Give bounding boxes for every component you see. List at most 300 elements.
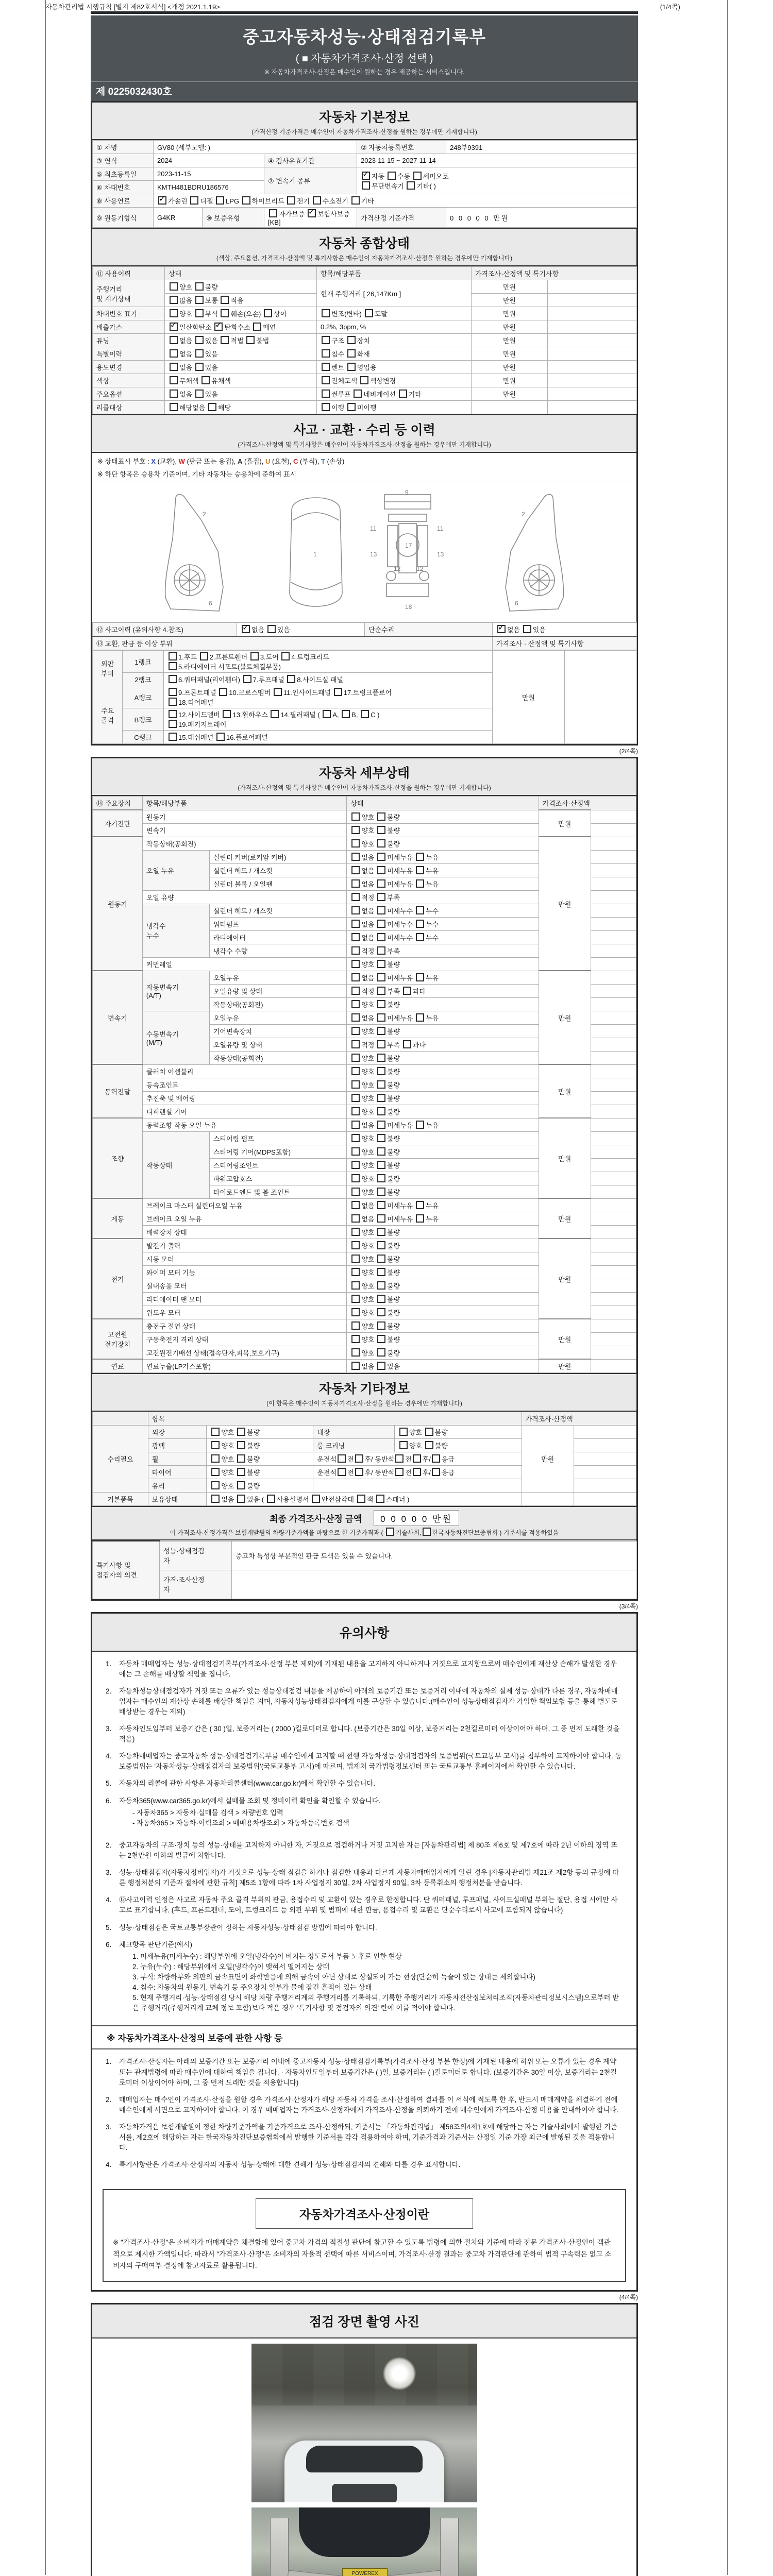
checkbox-unchecked[interactable] bbox=[269, 209, 277, 217]
checkbox-unchecked[interactable] bbox=[403, 1040, 411, 1048]
detail-note: (가격조사·산정액 및 특기사항은 매수인이 자동차가격조사·산정을 원하는 경우에만 기재합니다) bbox=[238, 784, 491, 791]
checkbox-unchecked[interactable] bbox=[416, 906, 424, 914]
detail-row: 시동 모터 양호 불량 bbox=[93, 1252, 636, 1265]
checkbox-unchecked[interactable] bbox=[221, 309, 229, 317]
checkbox-unchecked[interactable] bbox=[351, 1241, 360, 1249]
checkbox-unchecked[interactable] bbox=[351, 1161, 360, 1169]
checkbox-unchecked[interactable] bbox=[377, 826, 385, 834]
overall-row: 색상 무채색 유채색 전체도색 색상변경 만원 bbox=[93, 374, 637, 387]
detail-row: 기어변속장치 양호 불량 bbox=[93, 1024, 636, 1038]
checkbox-unchecked[interactable] bbox=[322, 403, 330, 411]
checkbox-unchecked[interactable] bbox=[407, 181, 415, 190]
checkbox-unchecked[interactable] bbox=[264, 309, 272, 317]
checkbox-unchecked[interactable] bbox=[242, 196, 250, 205]
checkbox-unchecked[interactable] bbox=[195, 389, 204, 398]
checkbox-unchecked[interactable] bbox=[170, 403, 178, 411]
checkbox-unchecked[interactable] bbox=[351, 1295, 360, 1303]
checkbox-unchecked[interactable] bbox=[338, 1468, 346, 1476]
checkbox-unchecked[interactable] bbox=[322, 376, 330, 384]
checkbox-unchecked[interactable] bbox=[355, 1454, 363, 1463]
checkbox-unchecked[interactable] bbox=[351, 973, 360, 981]
price-info-title: 자동차가격조사·산정이란 bbox=[256, 2198, 473, 2229]
checkbox-unchecked[interactable] bbox=[267, 1495, 275, 1503]
remark-row: 특기사항 및 점검자의 의견 성능·상태점검 자 중고차 특성상 부분적인 판금 도색은 있을 수 있습니다. bbox=[93, 1541, 637, 1570]
checkbox-unchecked[interactable] bbox=[354, 389, 362, 398]
svg-text:9: 9 bbox=[405, 489, 409, 496]
checkbox-unchecked[interactable] bbox=[357, 1495, 365, 1503]
detail-row: 실내송풍 모터 양호 불량 bbox=[93, 1279, 636, 1292]
detail-row: 등속조인트 양호 불량 bbox=[93, 1078, 636, 1091]
checkbox-unchecked[interactable] bbox=[377, 987, 385, 995]
checkbox-unchecked[interactable] bbox=[351, 1348, 360, 1357]
notice-item: 5. 성능·상태점검은 국토교통부장관이 정하는 자동차성능·상태점검 방법에 따라야 합니다. bbox=[106, 1923, 377, 1931]
checkbox-unchecked[interactable] bbox=[377, 1067, 385, 1075]
accident-note: (가격조사·산정액 및 특기사항은 매수인이 자동차가격조사·산정을 원하는 경우에만 기재합니다) bbox=[238, 441, 491, 448]
checkbox-unchecked[interactable] bbox=[351, 1174, 360, 1182]
final-price-value: 0 0 0 0 0 만원 bbox=[374, 1510, 459, 1526]
car-diagram-side-left bbox=[157, 489, 263, 616]
notice-item: 3. 자동차가격은 보험개발원이 정한 차량기준가액을 기준가격으로 조사·산정하되, 기준서는 「자동차관리법」 제58조의4제1호에 해당하는 자는 기술사회에서 발행한 기준서를, 제2호에 해당하는 자는 한국자동차진단보증협회에서 발행한 기준서를 각각 적용하여야 하며, 기준가격과 기준서는 산정일 기준 가장 최근에 발행된 것을 적용합니다. bbox=[106, 2123, 617, 2152]
car-diagrams bbox=[92, 482, 636, 622]
etc-info-table: 항목 가격조사·산정액 수리필요 외장 양호 불량 내장 양호 불량 만원 광택 양호 불량 룸 크리닝 양호 불량 휠 양호 불량 운전석 전 후/ 동반석 전 후/ 응급 타이어 양호 불량 운전석 전 후/ 동반석 전 후/ 응급 유리 양호 불량 기본품목 보유상태 없음 있음 ( 사용설명서 안전삼각대 잭 스패너 ) bbox=[92, 1412, 636, 1506]
lift-brand-sign: POWEREX bbox=[342, 2568, 388, 2576]
state-code-legend: ※ 상태표시 부호 : X (교환), W (판금 또는 용접), A (흠집), U (요철), C (부식), T (손상) ※ 하단 항목은 승용차 기준이며, 기타 자동차는 승용차에 준하여 표시 bbox=[92, 453, 636, 482]
checkbox-unchecked[interactable] bbox=[523, 625, 531, 633]
basic-info-table: ① 차명 GV80 (세부모델: ) ② 자동차등록번호 248부9391 ③ 연식 2024 ④ 검사유효기간 2023-11-15 ~ 2027-11-14 ⑤ 최초등록일 2023-11-15 ⑦ 변속기 종류 ✓ 자동 수동 세미오토 무단변속기 기타( ) ⑥ 차대번호 KMTH481BDRU186576 ⑧ 사용연료 ✓ 가솔린 디젤 LPG 하이브리드 전기 수소전기 기타 ⑨ 원동기형식 G4KR ⑩ 보증유형 자가보증 ✓ 보험사보증 [KB] 가격산정 기준가격 0 0 0 0 0 만원 bbox=[92, 140, 637, 228]
checkbox-unchecked[interactable] bbox=[416, 1121, 424, 1129]
checkbox-unchecked[interactable] bbox=[377, 933, 385, 941]
checkbox-unchecked[interactable] bbox=[351, 1000, 360, 1008]
checkbox-unchecked[interactable] bbox=[351, 1201, 360, 1209]
checkbox-unchecked[interactable] bbox=[211, 1428, 220, 1436]
checkbox-unchecked[interactable] bbox=[281, 652, 290, 660]
checkbox-unchecked[interactable] bbox=[208, 403, 216, 411]
checkbox-unchecked[interactable] bbox=[322, 389, 330, 398]
checkbox-unchecked[interactable] bbox=[221, 336, 229, 344]
photo-area bbox=[92, 2338, 636, 2576]
checkbox-checked[interactable]: ✓ bbox=[215, 321, 222, 330]
checkbox-unchecked[interactable] bbox=[377, 1201, 385, 1209]
checkbox-unchecked[interactable] bbox=[351, 1134, 360, 1142]
checkbox-unchecked[interactable] bbox=[416, 1013, 424, 1022]
checkbox-unchecked[interactable] bbox=[347, 349, 356, 358]
photo-section-header bbox=[92, 2304, 636, 2338]
checkbox-unchecked[interactable] bbox=[377, 1268, 385, 1276]
checkbox-unchecked[interactable] bbox=[195, 296, 204, 304]
checkbox-unchecked[interactable] bbox=[351, 920, 360, 928]
detail-row: 자기진단 원동기 양호 불량 만원 bbox=[93, 810, 636, 823]
checkbox-unchecked[interactable] bbox=[322, 349, 330, 358]
checkbox-unchecked[interactable] bbox=[351, 1335, 360, 1343]
checkbox-unchecked[interactable] bbox=[377, 1174, 385, 1182]
rank-row: B랭크 12.사이드멤버 13.휠하우스 14.필러패널 ( A, B, C ) 19.패키지트레이 bbox=[93, 708, 637, 731]
checkbox-unchecked[interactable] bbox=[351, 1013, 360, 1022]
checkbox-unchecked[interactable] bbox=[351, 1067, 360, 1075]
etc-row: 수리필요 외장 양호 불량 내장 양호 불량 만원 bbox=[93, 1426, 636, 1439]
checkbox-unchecked[interactable] bbox=[170, 282, 178, 291]
checkbox-unchecked[interactable] bbox=[169, 720, 177, 728]
checkbox-checked[interactable]: ✓ bbox=[159, 195, 166, 204]
overall-row: 용도변경 없음 있음 렌트 영업용 만원 bbox=[93, 361, 637, 374]
page-marker-1: (1/4쪽) bbox=[660, 3, 680, 11]
checkbox-unchecked[interactable] bbox=[416, 973, 424, 981]
checkbox-unchecked[interactable] bbox=[416, 920, 424, 928]
checkbox-unchecked[interactable] bbox=[322, 309, 330, 317]
checkbox-unchecked[interactable] bbox=[351, 826, 360, 834]
checkbox-unchecked[interactable] bbox=[377, 1013, 385, 1022]
checkbox-unchecked[interactable] bbox=[377, 1255, 385, 1263]
checkbox-unchecked[interactable] bbox=[351, 1121, 360, 1129]
checkbox-unchecked[interactable] bbox=[425, 1428, 433, 1436]
overall-row: 차대번호 표기 양호 부식 훼손(오손) 상이 변조(변타) 도말 만원 bbox=[93, 307, 637, 320]
checkbox-unchecked[interactable] bbox=[377, 1147, 385, 1156]
checkbox-unchecked[interactable] bbox=[377, 879, 385, 888]
checkbox-unchecked[interactable] bbox=[377, 1228, 385, 1236]
svg-text:18: 18 bbox=[405, 603, 412, 611]
checkbox-unchecked[interactable] bbox=[169, 688, 177, 696]
notice-item: 4. 자동차매매업자는 중고자동차 성능·상태점검기록부를 매수인에게 고지할 때 현행 자동차성능·상태점검자의 보증범위(국토교통부 고시)를 첨부하여 고지하여야 합니다. 동 보증범위는 '자동차성능·상태점검자의 보증범위'(국토교통부 고시)에 따르며, 법제처 국가법령정보센터 또는 국토교통부 홈페이지에서 확인할 수 있습니다. bbox=[106, 1752, 622, 1771]
detail-row: 커먼레일 양호 불량 bbox=[93, 957, 636, 971]
checkbox-unchecked[interactable] bbox=[201, 376, 210, 384]
lift-post-right bbox=[440, 2518, 459, 2576]
checkbox-unchecked[interactable] bbox=[323, 710, 331, 718]
checkbox-unchecked[interactable] bbox=[237, 1454, 245, 1463]
checkbox-unchecked[interactable] bbox=[377, 1281, 385, 1290]
etc-row: 휠 양호 불량 운전석 전 후/ 동반석 전 후/ 응급 bbox=[93, 1452, 636, 1466]
checkbox-unchecked[interactable] bbox=[169, 652, 177, 660]
checkbox-unchecked[interactable] bbox=[190, 196, 198, 205]
checkbox-unchecked[interactable] bbox=[377, 1080, 385, 1089]
checkbox-checked[interactable]: ✓ bbox=[498, 623, 505, 632]
checkbox-unchecked[interactable] bbox=[219, 688, 227, 696]
checkbox-unchecked[interactable] bbox=[170, 349, 178, 358]
checkbox-unchecked[interactable] bbox=[334, 688, 342, 696]
svg-text:11: 11 bbox=[370, 525, 377, 532]
checkbox-checked[interactable]: ✓ bbox=[308, 208, 315, 216]
checkbox-unchecked[interactable] bbox=[287, 675, 295, 683]
checkbox-unchecked[interactable] bbox=[351, 1362, 360, 1370]
checkbox-unchecked[interactable] bbox=[211, 1441, 220, 1449]
checkbox-unchecked[interactable] bbox=[195, 309, 204, 317]
checkbox-unchecked[interactable] bbox=[170, 336, 178, 344]
detail-row: 작동상태(공회전) 양호 불량 bbox=[93, 1051, 636, 1064]
checkbox-unchecked[interactable] bbox=[351, 1214, 360, 1223]
checkbox-checked[interactable]: ✓ bbox=[170, 321, 177, 330]
checkbox-unchecked[interactable] bbox=[351, 839, 360, 848]
checkbox-unchecked[interactable] bbox=[351, 1094, 360, 1102]
checkbox-unchecked[interactable] bbox=[377, 1295, 385, 1303]
detail-row: 디퍼렌셜 기어 양호 불량 bbox=[93, 1105, 636, 1118]
checkbox-unchecked[interactable] bbox=[416, 933, 424, 941]
checkbox-unchecked[interactable] bbox=[170, 389, 178, 398]
checkbox-unchecked[interactable] bbox=[237, 1495, 245, 1503]
checkbox-unchecked[interactable] bbox=[351, 1228, 360, 1236]
checkbox-unchecked[interactable] bbox=[403, 987, 411, 995]
checkbox-unchecked[interactable] bbox=[221, 296, 229, 304]
checkbox-unchecked[interactable] bbox=[388, 172, 396, 180]
checkbox-unchecked[interactable] bbox=[195, 282, 204, 291]
checkbox-unchecked[interactable] bbox=[413, 1454, 421, 1463]
rank-row: 2랭크 6.쿼터패널(리어휀더) 7.루프패널 8.사이드실 패널 bbox=[93, 673, 637, 686]
detail-row: 변속기 양호 불량 bbox=[93, 823, 636, 837]
notice-item: 6. 체크항목 판단기준(예시) 1. 미세누유(미세누수) : 해당부위에 오일(냉각수)이 비치는 정도로서 부품 노후로 인한 현상 2. 누유(누수) : 해당부위에서 오일(냉각수)이 맺혀서 떨어지는 상태 3. 부식: 차량하부와 외판의 금속표면이 화학반응에 의해 금속이 아닌 상태로 상실되어 가는 현상(단순히 녹슬어 있는 상태는 제외합니다) 4. 침수: 자동차의 원동기, 변속기 등 주요장치 일부가 물에 잠긴 흔적이 있는 상태 5. 현재 주행거리·성능·상태점검 당시 해당 차량 주행거리계의 주행거리를 기록하되, 기록한 주행거리가 자동차전산정보처리조직(자동차관리정보시스템)으로부터 받은 주행거리(주행거리계 교체 정보 포함)보다 적은 경우 '특기사항 및 점검자의 의견' 란에 이를 적어야 합니다. bbox=[106, 1940, 619, 2012]
checkbox-unchecked[interactable] bbox=[377, 853, 385, 861]
meta-row bbox=[45, 2, 680, 11]
checkbox-unchecked[interactable] bbox=[416, 1214, 424, 1223]
page-marker-3: (3/4쪽) bbox=[619, 1602, 638, 1610]
checkbox-unchecked[interactable] bbox=[377, 812, 385, 821]
overall-row: 리콜대상 해당없음 해당 이행 미이행 bbox=[93, 401, 637, 414]
checkbox-unchecked[interactable] bbox=[351, 1027, 360, 1035]
svg-text:6: 6 bbox=[515, 600, 518, 607]
checkbox-unchecked[interactable] bbox=[377, 1214, 385, 1223]
checkbox-unchecked[interactable] bbox=[351, 866, 360, 874]
checkbox-unchecked[interactable] bbox=[195, 363, 204, 371]
checkbox-unchecked[interactable] bbox=[347, 363, 356, 371]
checkbox-unchecked[interactable] bbox=[416, 879, 424, 888]
checkbox-unchecked[interactable] bbox=[351, 1147, 360, 1156]
checkbox-unchecked[interactable] bbox=[399, 1441, 408, 1449]
checkbox-unchecked[interactable] bbox=[395, 1468, 404, 1476]
detail-row: 추진축 및 베어링 양호 불량 bbox=[93, 1091, 636, 1105]
checkbox-unchecked[interactable] bbox=[377, 1188, 385, 1196]
checkbox-unchecked[interactable] bbox=[342, 710, 350, 718]
checkbox-unchecked[interactable] bbox=[223, 710, 231, 718]
checkbox-unchecked[interactable] bbox=[237, 1481, 245, 1489]
checkbox-unchecked[interactable] bbox=[377, 1161, 385, 1169]
checkbox-unchecked[interactable] bbox=[169, 710, 177, 718]
checkbox-unchecked[interactable] bbox=[377, 973, 385, 981]
state-code-U: U bbox=[265, 457, 271, 465]
checkbox-unchecked[interactable] bbox=[271, 710, 279, 718]
checkbox-unchecked[interactable] bbox=[169, 698, 177, 706]
checkbox-unchecked[interactable] bbox=[360, 376, 368, 384]
checkbox-unchecked[interactable] bbox=[351, 893, 360, 901]
checkbox-unchecked[interactable] bbox=[351, 853, 360, 861]
checkbox-unchecked[interactable] bbox=[351, 1281, 360, 1290]
checkbox-unchecked[interactable] bbox=[347, 336, 356, 344]
checkbox-unchecked[interactable] bbox=[313, 196, 321, 205]
checkbox-checked[interactable]: ✓ bbox=[242, 623, 249, 632]
checkbox-unchecked[interactable] bbox=[211, 1481, 220, 1489]
page-1-box bbox=[91, 101, 638, 745]
document-subtitle: ( ■ 자동차가격조사·산정 선택 ) bbox=[295, 53, 433, 64]
detail-row: 배력장치 상태 양호 불량 bbox=[93, 1225, 636, 1239]
checkbox-unchecked[interactable] bbox=[377, 1134, 385, 1142]
checkbox-unchecked[interactable] bbox=[351, 1107, 360, 1115]
checkbox-unchecked[interactable] bbox=[287, 196, 295, 205]
checkbox-unchecked[interactable] bbox=[351, 1268, 360, 1276]
checkbox-unchecked[interactable] bbox=[351, 1188, 360, 1196]
checkbox-unchecked[interactable] bbox=[170, 309, 178, 317]
checkbox-unchecked[interactable] bbox=[169, 662, 177, 670]
rank-row: 외판 부위 1랭크 1.후드 2.프론트휀더 3.도어 4.트렁크리드 5.라디에이터 서포트(볼트체결부품) 만원 bbox=[93, 651, 637, 673]
svg-text:11: 11 bbox=[437, 525, 444, 532]
checkbox-unchecked[interactable] bbox=[377, 1241, 385, 1249]
detail-row: 라디에이터 팬 모터 양호 불량 bbox=[93, 1292, 636, 1306]
checkbox-unchecked[interactable] bbox=[211, 1495, 220, 1503]
page-4-box bbox=[91, 2303, 638, 2576]
checkbox-unchecked[interactable] bbox=[377, 960, 385, 968]
checkbox-unchecked[interactable] bbox=[377, 1094, 385, 1102]
final-price-label: 최종 가격조사·산정 금액 bbox=[270, 1514, 362, 1524]
checkbox-unchecked[interactable] bbox=[377, 1107, 385, 1115]
checkbox-unchecked[interactable] bbox=[365, 309, 373, 317]
checkbox-unchecked[interactable] bbox=[377, 839, 385, 848]
checkbox-unchecked[interactable] bbox=[200, 652, 208, 660]
overall-row: 주요옵션 없음 있음 썬루프 네비게이션 기타 만원 bbox=[93, 387, 637, 401]
checkbox-unchecked[interactable] bbox=[267, 625, 276, 633]
checkbox-unchecked[interactable] bbox=[211, 1454, 220, 1463]
detail-row: 작동상태 스티어링 펌프 양호 불량 bbox=[93, 1131, 636, 1145]
checkbox-unchecked[interactable] bbox=[237, 1468, 245, 1476]
checkbox-unchecked[interactable] bbox=[216, 196, 224, 205]
checkbox-unchecked[interactable] bbox=[413, 172, 422, 180]
checkbox-unchecked[interactable] bbox=[246, 336, 255, 344]
checkbox-unchecked[interactable] bbox=[338, 1454, 346, 1463]
checkbox-unchecked[interactable] bbox=[322, 336, 330, 344]
checkbox-unchecked[interactable] bbox=[347, 403, 356, 411]
checkbox-unchecked[interactable] bbox=[416, 866, 424, 874]
car-front-shape bbox=[284, 2441, 444, 2502]
checkbox-unchecked[interactable] bbox=[361, 710, 369, 718]
checkbox-unchecked[interactable] bbox=[399, 389, 407, 398]
etc-row: 타이어 양호 불량 운전석 전 후/ 동반석 전 후/ 응급 bbox=[93, 1466, 636, 1479]
accident-history-table: ⑫ 사고이력 (유의사항 4.참조) ✓ 없음 있음 단순수리 ✓ 없음 있음 ⑬ 교환, 판금 등 이상 부위 가격조사 · 산정액 및 특기사항 bbox=[92, 622, 637, 650]
detail-row: 전기 발전기 출력 양호 불량 만원 bbox=[93, 1239, 636, 1252]
checkbox-unchecked[interactable] bbox=[351, 946, 360, 955]
checkbox-unchecked[interactable] bbox=[377, 946, 385, 955]
checkbox-unchecked[interactable] bbox=[377, 1321, 385, 1330]
notice-header bbox=[92, 1614, 636, 1652]
checkbox-unchecked[interactable] bbox=[416, 853, 424, 861]
detail-row: 스티어링 기어(MDPS포함) 양호 불량 bbox=[93, 1145, 636, 1158]
checkbox-unchecked[interactable] bbox=[377, 920, 385, 928]
checkbox-unchecked[interactable] bbox=[432, 1468, 440, 1476]
checkbox-unchecked[interactable] bbox=[169, 733, 177, 741]
checkbox-unchecked[interactable] bbox=[377, 1027, 385, 1035]
remarks-table bbox=[92, 1540, 637, 1599]
checkbox-unchecked[interactable] bbox=[362, 181, 370, 190]
checkbox-unchecked[interactable] bbox=[377, 1308, 385, 1316]
notice-item: 2. 매매업자는 매수인이 가격조사·산정을 원할 경우 가격조사·산정자가 해당 자동차 가격을 조사·산정하여 결과를 이 서식에 적도록 한 후, 반드시 매매계약을 체결하기 전에 매수인에게 서면으로 고지하여야 합니다. 이 경우 매매업자는 가격조사·산정자에게 가격조사·산정을 의뢰하기 전에 매수인에게 가격조사·산정 비용을 안내하여야 합니다. bbox=[106, 2095, 619, 2114]
checkbox-unchecked[interactable] bbox=[351, 1080, 360, 1089]
svg-text:13: 13 bbox=[437, 551, 444, 558]
checkbox-unchecked[interactable] bbox=[351, 1255, 360, 1263]
checkbox-unchecked[interactable] bbox=[377, 893, 385, 901]
checkbox-unchecked[interactable] bbox=[351, 987, 360, 995]
accident-header bbox=[92, 414, 636, 453]
checkbox-unchecked[interactable] bbox=[274, 688, 282, 696]
notice-title: 유의사항 bbox=[339, 1625, 390, 1640]
checkbox-unchecked[interactable] bbox=[351, 196, 360, 205]
checkbox-unchecked[interactable] bbox=[351, 1321, 360, 1330]
checkbox-unchecked[interactable] bbox=[216, 733, 225, 741]
checkbox-unchecked[interactable] bbox=[211, 1468, 220, 1476]
checkbox-unchecked[interactable] bbox=[351, 960, 360, 968]
checkbox-unchecked[interactable] bbox=[377, 1348, 385, 1357]
rank-row: 주요 골격 A랭크 9.프론트패널 10.크로스멤버 11.인사이드패널 17.트렁크플로어 18.리어패널 bbox=[93, 686, 637, 708]
checkbox-unchecked[interactable] bbox=[322, 363, 330, 371]
accident-title: 사고 · 교환 · 수리 등 이력 bbox=[293, 423, 435, 437]
checkbox-unchecked[interactable] bbox=[399, 1428, 408, 1436]
price-guarantee-subhead: ※ 자동차가격조사·산정의 보증에 관한 사항 등 bbox=[92, 2025, 636, 2049]
checkbox-unchecked[interactable] bbox=[376, 1495, 384, 1503]
svg-text:2: 2 bbox=[522, 511, 525, 518]
checkbox-unchecked[interactable] bbox=[351, 933, 360, 941]
notice-item: 1. 가격조사·산정자는 아래의 보증기간 또는 보증거리 이내에 중고자동차 성능·상태점검기록부(가격조사·산정 부분 한정)에 기재된 내용에 허위 또는 오류가 있는 경우 계약 또는 관계법령에 따라 매수인에 대하여 책임을 집니다. · 자동차인도일부터 보증기간은 ( )일, 보증거리는 ( )킬로미터로 합니다. (보증기간은 30일 이상, 보증거리는 2천킬로미터 이상이어야 하며, 그 중 먼저 도래한 것을 적용합니다) bbox=[106, 2058, 617, 2087]
checkbox-unchecked[interactable] bbox=[355, 1468, 363, 1476]
svg-text:2: 2 bbox=[203, 511, 206, 518]
state-code-C: C bbox=[293, 457, 298, 465]
checkbox-unchecked[interactable] bbox=[170, 296, 178, 304]
price-info-body: ※ "가격조사·산정"은 소비자가 매매계약을 체결함에 있어 중고차 가격의 적절성 판단에 참고할 수 있도록 법령에 의한 절차와 기준에 따라 전문 가격조사·산정인이 객관적으로 제시한 가액입니다. 따라서 "가격조사·산정"은 소비자의 자율적 선택에 따른 서비스이며, 가격조사·산정 결과는 중고차 가격판단에 관하여 법적 구속력은 없고 소비자의 구매여부 결정에 참고자료로 활용됩니다. bbox=[113, 2239, 612, 2269]
checkbox-unchecked[interactable] bbox=[377, 1121, 385, 1129]
checkbox-checked[interactable]: ✓ bbox=[362, 170, 369, 179]
svg-text:13: 13 bbox=[370, 551, 377, 558]
notice-item: 6. 자동차365(www.car365.go.kr)에서 실매물 조회 및 정비이력 확인을 확인할 수 있습니다. - 자동차365 > 자동차·실매물 검색 > 차량번호 입력 - 자동차365 > 자동차·이력조회 > 매매용차량조회 > 자동차등록번호 검색 bbox=[106, 1797, 381, 1827]
checkbox-unchecked[interactable] bbox=[395, 1454, 404, 1463]
checkbox-unchecked[interactable] bbox=[253, 323, 261, 331]
checkbox-unchecked[interactable] bbox=[416, 1201, 424, 1209]
state-code-W: W bbox=[178, 457, 185, 465]
checkbox-unchecked[interactable] bbox=[351, 1308, 360, 1316]
etc-row: 유리 양호 불량 bbox=[93, 1479, 636, 1493]
checkbox-unchecked[interactable] bbox=[250, 652, 259, 660]
detail-row: 냉각수 수량 적정 부족 bbox=[93, 944, 636, 957]
checkbox-unchecked[interactable] bbox=[351, 1054, 360, 1062]
checkbox-unchecked[interactable] bbox=[413, 1468, 421, 1476]
checkbox-unchecked[interactable] bbox=[377, 1000, 385, 1008]
checkbox-unchecked[interactable] bbox=[386, 1528, 394, 1536]
price-info-box bbox=[103, 2189, 626, 2282]
checkbox-unchecked[interactable] bbox=[377, 1054, 385, 1062]
checkbox-unchecked[interactable] bbox=[377, 866, 385, 874]
checkbox-unchecked[interactable] bbox=[425, 1441, 433, 1449]
checkbox-unchecked[interactable] bbox=[351, 812, 360, 821]
detail-row: 원동기 작동상태(공회전) 양호 불량 만원 bbox=[93, 837, 636, 850]
checkbox-unchecked[interactable] bbox=[170, 363, 178, 371]
checkbox-unchecked[interactable] bbox=[377, 1335, 385, 1343]
detail-row: 동력전달 클러치 어셈블리 양호 불량 만원 bbox=[93, 1064, 636, 1078]
checkbox-unchecked[interactable] bbox=[243, 675, 251, 683]
checkbox-unchecked[interactable] bbox=[195, 336, 204, 344]
checkbox-unchecked[interactable] bbox=[351, 906, 360, 914]
overall-title: 자동차 종합상태 bbox=[319, 236, 410, 251]
checkbox-unchecked[interactable] bbox=[169, 675, 177, 683]
checkbox-unchecked[interactable] bbox=[195, 349, 204, 358]
checkbox-unchecked[interactable] bbox=[377, 1362, 385, 1370]
checkbox-unchecked[interactable] bbox=[237, 1441, 245, 1449]
checkbox-unchecked[interactable] bbox=[377, 906, 385, 914]
car-diagram-underbody bbox=[369, 489, 446, 616]
svg-text:6: 6 bbox=[209, 600, 212, 607]
checkbox-unchecked[interactable] bbox=[432, 1454, 440, 1463]
car-diagram-top-front bbox=[282, 489, 349, 616]
checkbox-unchecked[interactable] bbox=[377, 1040, 385, 1048]
top-divider bbox=[91, 11, 638, 14]
detail-row: 제동 브레이크 마스터 실린더오일 누유 없음 미세누유 누유 만원 bbox=[93, 1198, 636, 1212]
checkbox-unchecked[interactable] bbox=[237, 1428, 245, 1436]
checkbox-unchecked[interactable] bbox=[170, 376, 178, 384]
remark-text bbox=[232, 1570, 637, 1599]
checkbox-unchecked[interactable] bbox=[423, 1528, 431, 1536]
checkbox-unchecked[interactable] bbox=[351, 1040, 360, 1048]
checkbox-unchecked[interactable] bbox=[312, 1495, 320, 1503]
checkbox-unchecked[interactable] bbox=[351, 879, 360, 888]
detail-row: 와이퍼 모터 기능 양호 불량 bbox=[93, 1265, 636, 1279]
legend-prefix: ※ 상태표시 부호 : bbox=[97, 457, 152, 465]
